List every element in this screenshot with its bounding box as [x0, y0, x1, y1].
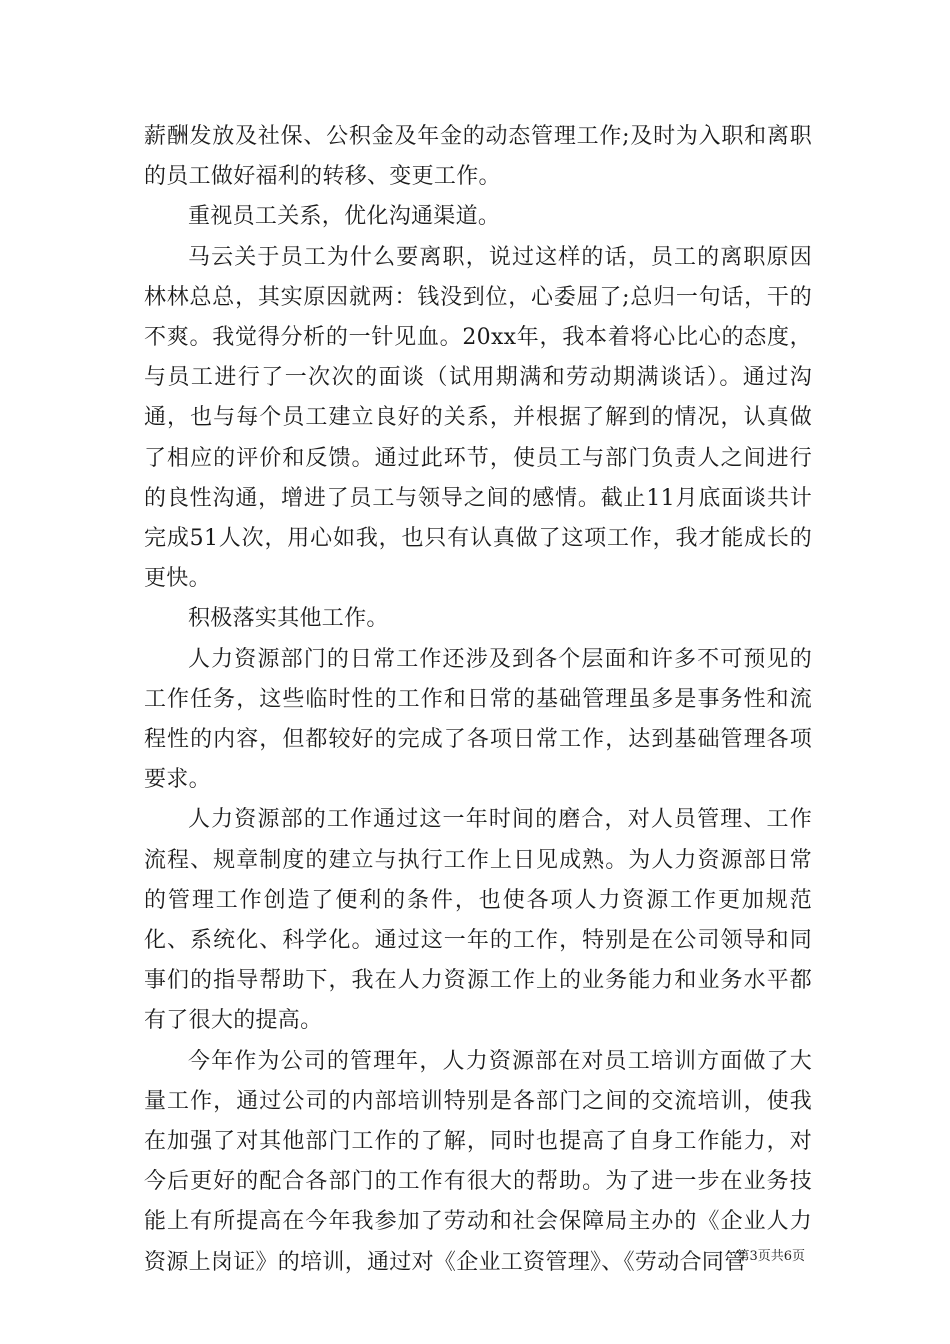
page-number: 第3页共6页	[736, 1249, 805, 1264]
paragraph-4-heading-other-work: 积极落实其他工作。	[188, 606, 389, 632]
paragraph-5: 人力资源部门的日常工作还涉及到各个层面和许多不可预见的工作任务，这些临时性的工作和日常的基础管理虽多是事务性和流程性的内容，但都较好的完成了各项日常工作，达到基础管理各项要求。	[144, 646, 812, 793]
paragraph-6: 人力资源部的工作通过这一年时间的磨合，对人员管理、工作流程、规章制度的建立与执行工作上日见成熟。为人力资源部日常的管理工作创造了便利的条件，也使各项人力资源工作更加规范化、系统化、科学化。通过这一年的工作，特别是在公司领导和同事们的指导帮助下，我在人力资源工作上的业务能力和业务水平都有了很大的提高。	[144, 807, 812, 1034]
paragraph-3: 马云关于员工为什么要离职，说过这样的话，员工的离职原因林林总总，其实原因就两：钱没到位，心委屈了;总归一句话，干的不爽。我觉得分析的一针见血。20xx年，我本着将心比心的态度，与员工进行了一次次的面谈（试用期满和劳动期满谈话）。通过沟通，也与每个员工建立良好的关系，并根据了解到的情况，认真做了相应的评价和反馈。通过此环节，使员工与部门负责人之间进行的良性沟通，增进了员工与领导之间的感情。截止11月底面谈共计完成51人次，用心如我，也只有认真做了这项工作，我才能成长的更快。	[144, 244, 812, 592]
paragraph-7: 今年作为公司的管理年，人力资源部在对员工培训方面做了大量工作，通过公司的内部培训特别是各部门之间的交流培训，使我在加强了对其他部门工作的了解，同时也提高了自身工作能力，对今后更好的配合各部门的工作有很大的帮助。为了进一步在业务技能上有所提高在今年我参加了劳动和社会保障局主办的《企业人力资源上岗证》的培训，通过对《企业工资管理》、《劳动合同管	[144, 1048, 812, 1275]
paragraph-2-heading-employee-relations: 重视员工关系，优化沟通渠道。	[188, 204, 501, 230]
paragraph-1: 薪酬发放及社保、公积金及年金的动态管理工作;及时为入职和离职的员工做好福利的转移、变更工作。	[144, 124, 812, 190]
document-body	[144, 117, 812, 1283]
